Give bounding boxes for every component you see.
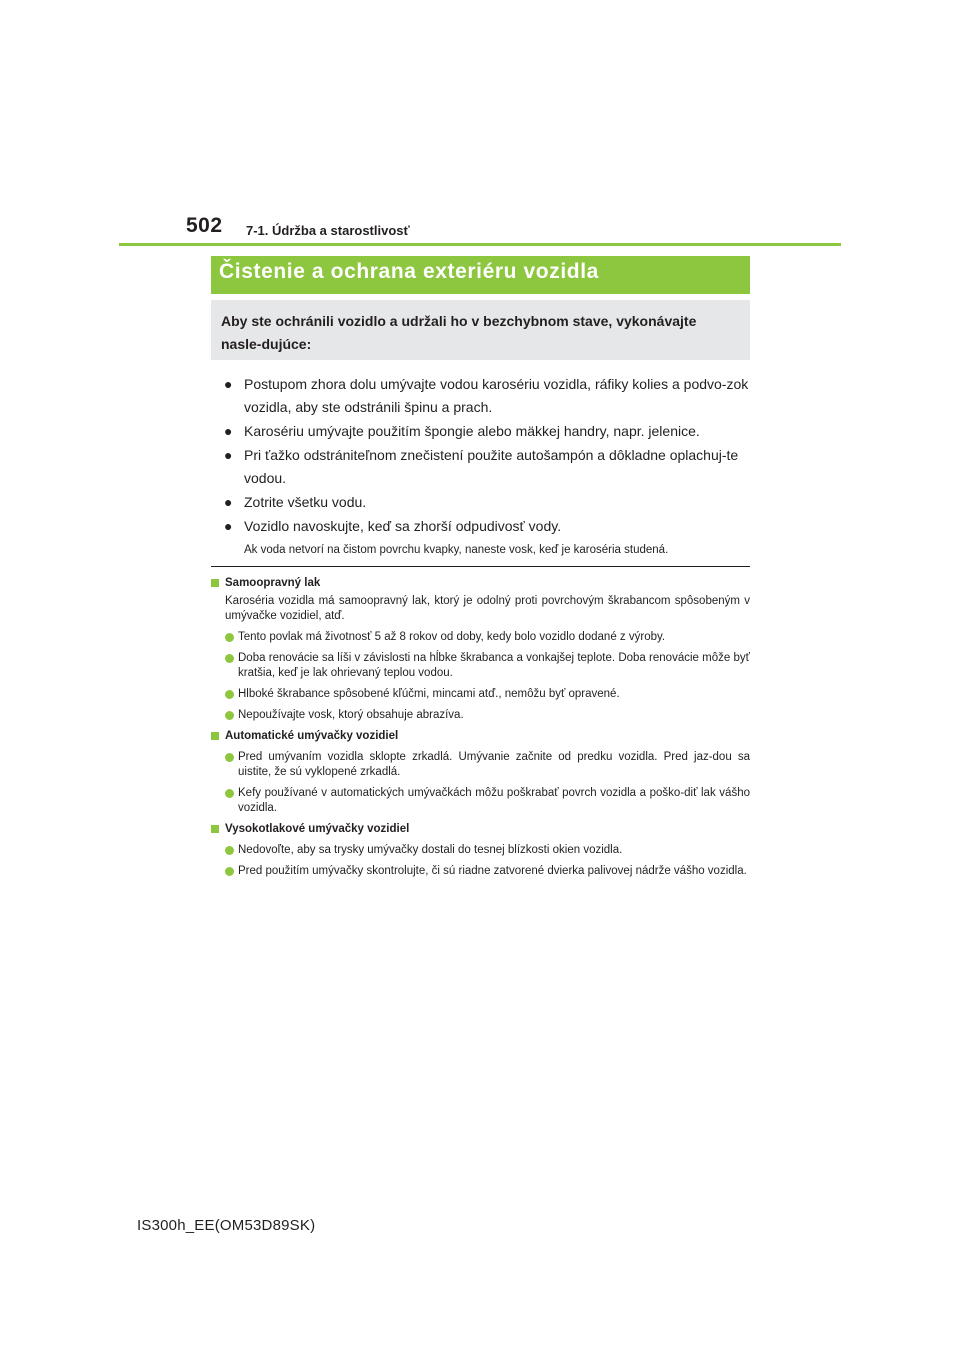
list-item-text: Karosériu umývajte použitím špongie alebo mäkkej handry, napr. jelenice. [244, 423, 700, 439]
info-item [211, 786, 750, 816]
intro-box [211, 300, 750, 360]
info-heading-text: Automatické umývačky vozidiel [225, 730, 399, 742]
info-item [211, 708, 750, 723]
list-item-text: Postupom zhora dolu umývajte vodou karosériu vozidla, ráfiky kolies a podvo-zok vozidla, aby ste odstránili špinu a prach. [244, 376, 749, 415]
bullet-icon: ● [224, 494, 233, 510]
bullet-icon: ● [224, 518, 233, 534]
info-item [211, 864, 750, 879]
bullet-icon: ● [224, 447, 233, 463]
header-rule [119, 243, 841, 246]
title-bar [211, 256, 750, 294]
list-item [224, 373, 750, 419]
info-item [211, 687, 750, 702]
list-item [224, 491, 750, 514]
wax-note [224, 541, 750, 559]
page-title: Čistenie a ochrana exteriéru vozidla [219, 260, 599, 283]
bullet-icon: ● [224, 423, 233, 439]
square-bullet-icon [211, 579, 219, 587]
info-item [211, 630, 750, 645]
info-item-text: Nedovoľte, aby sa trysky umývačky dostali do tesnej blízkosti okien vozidla. [238, 844, 623, 856]
bullet-icon: ● [224, 376, 233, 392]
info-item-text: Hlboké škrabance spôsobené kľúčmi, mincami atď., nemôžu byť opravené. [238, 688, 620, 700]
section-title: 7-1. Údržba a starostlivosť [246, 223, 410, 238]
steps-list [224, 373, 750, 560]
info-item-text: Pred použitím umývačky skontrolujte, či sú riadne zatvorené dvierka palivovej nádrže vášho vozidla. [238, 865, 747, 877]
info-heading-text: Vysokotlakové umývačky vozidiel [225, 823, 410, 835]
info-item [211, 750, 750, 780]
info-item-text: Tento povlak má životnosť 5 až 8 rokov od doby, kedy bolo vozidlo dodané z výroby. [238, 631, 666, 643]
list-item-text: Pri ťažko odstrániteľnom znečistení použite autošampón a dôkladne oplachuj-te vodou. [244, 447, 739, 486]
dot-bullet-icon [225, 711, 234, 720]
square-bullet-icon [211, 732, 219, 740]
info-heading [211, 729, 750, 744]
info-section [211, 576, 750, 879]
list-item-text: Zotrite všetku vodu. [244, 494, 367, 510]
info-item [211, 651, 750, 681]
dot-bullet-icon [225, 846, 234, 855]
list-item-text: Vozidlo navoskujte, keď sa zhorší odpudivosť vody. [244, 518, 562, 534]
section-divider [211, 566, 750, 567]
dot-bullet-icon [225, 654, 234, 663]
info-item-text: Nepoužívajte vosk, ktorý obsahuje abrazíva. [238, 709, 464, 721]
document-code-footer: IS300h_EE(OM53D89SK) [137, 1217, 316, 1234]
dot-bullet-icon [225, 633, 234, 642]
info-item-text: Pred umývaním vozidla sklopte zrkadlá. Umývanie začnite od predku vozidla. Pred jaz-dou sa uistite, že sú vyklopené zrkadlá. [238, 751, 750, 778]
intro-text: Aby ste ochránili vozidlo a udržali ho v bezchybnom stave, vykonávajte nasle-dujúce: [221, 313, 697, 352]
page-number: 502 [186, 214, 223, 237]
info-item [211, 843, 750, 858]
wax-note-text: Ak voda netvorí na čistom povrchu kvapky, naneste vosk, keď je karoséria studená. [244, 544, 669, 556]
list-item [224, 515, 750, 538]
info-heading-text: Samoopravný lak [225, 577, 321, 589]
info-heading [211, 576, 750, 591]
info-item-text: Kefy používané v automatických umývačkách môžu poškrabať povrch vozidla a poško-diť lak vášho vozidla. [238, 787, 750, 814]
info-item-text: Doba renovácie sa líši v závislosti na hĺbke škrabanca a vonkajšej teplote. Doba renovácie môže byť kratšia, keď je lak ohrievaný teplou vodou. [238, 652, 750, 679]
info-paragraph: Karoséria vozidla má samoopravný lak, ktorý je odolný proti povrchovým škrabancom spôsobeným v umývačke vozidiel, atď. [225, 595, 750, 622]
list-item [224, 420, 750, 443]
dot-bullet-icon [225, 789, 234, 798]
info-heading [211, 822, 750, 837]
dot-bullet-icon [225, 690, 234, 699]
list-item [224, 444, 750, 490]
dot-bullet-icon [225, 753, 234, 762]
square-bullet-icon [211, 825, 219, 833]
dot-bullet-icon [225, 867, 234, 876]
